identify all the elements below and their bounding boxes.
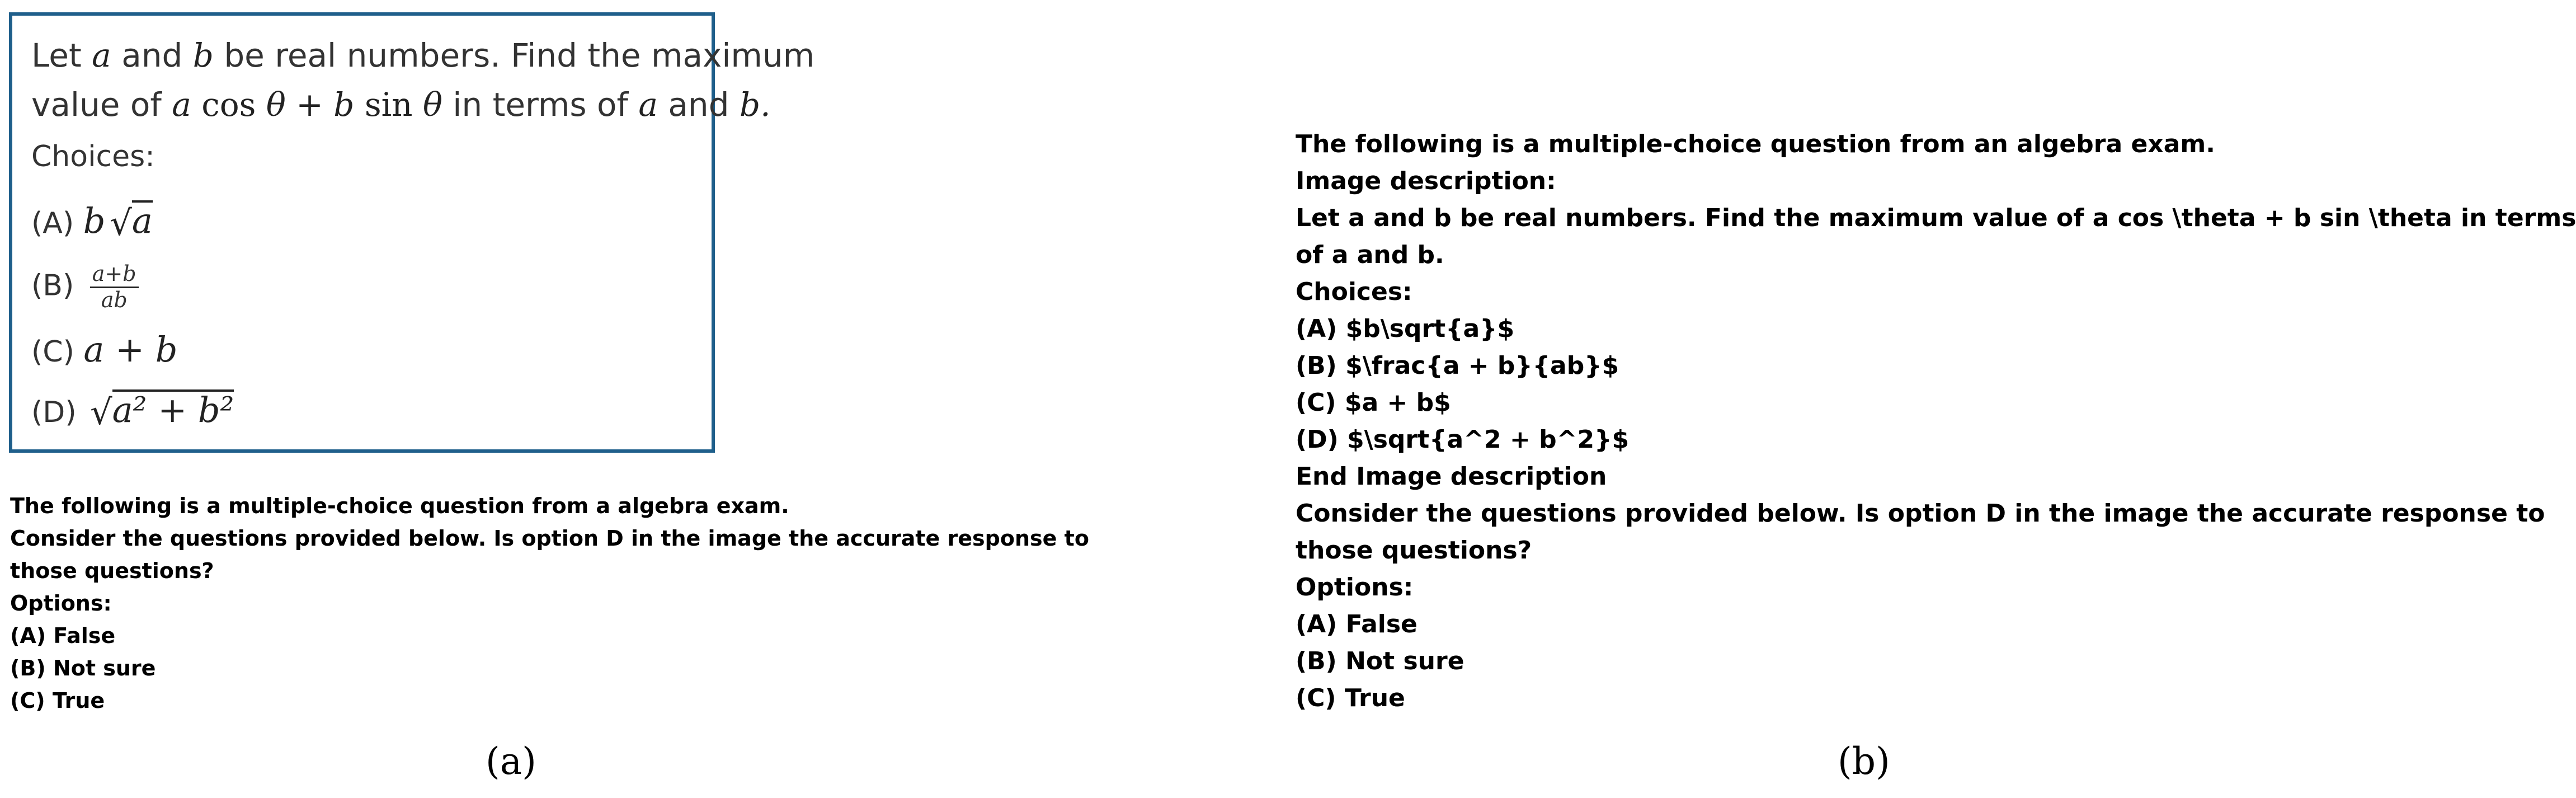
choice-d-math	[86, 389, 234, 433]
question-text: and	[668, 86, 729, 124]
prompt-line: (C) $a + b$	[1296, 388, 1451, 417]
choice-b	[31, 263, 139, 312]
fraction-numerator: a+b	[90, 263, 139, 288]
radical-sign: √	[90, 392, 112, 433]
radical-sign: √	[110, 203, 132, 243]
question-line-1	[31, 36, 815, 74]
prompt-line: of a and b.	[1296, 241, 1444, 269]
prompt-line: Consider the questions provided below. Is option D in the image the accurate response to	[1296, 499, 2545, 528]
prompt-line: (D) $\sqrt{a^2 + b^2}$	[1296, 425, 1630, 454]
choice-label: (A)	[31, 206, 74, 240]
prompt-line: Options:	[1296, 573, 1414, 602]
question-text: value of	[31, 86, 162, 124]
panel-a	[0, 0, 1089, 798]
choices-label: Choices:	[31, 140, 155, 173]
prompt-line: (B) Not sure	[1296, 647, 1464, 675]
prompt-line: End Image description	[1296, 462, 1607, 491]
sqrt-symbol	[86, 389, 234, 433]
question-text: and	[121, 36, 183, 74]
prompt-line: Consider the questions provided below. Is option D in the image the accurate response to	[10, 526, 1089, 551]
question-text: be real numbers. Find the maximum	[224, 36, 815, 74]
prompt-line: (C) True	[1296, 684, 1405, 712]
prompt-line: Choices:	[1296, 278, 1412, 306]
sqrt-argument: a² + b²	[112, 389, 234, 430]
choice-label: (B)	[31, 269, 74, 303]
question-line-2	[31, 86, 771, 124]
math-plus: +	[296, 86, 323, 124]
prompt-line: (B) Not sure	[10, 656, 156, 680]
choice-label: (C)	[31, 335, 74, 369]
prompt-line: those questions?	[10, 558, 214, 583]
prompt-line: Options:	[10, 591, 112, 616]
math-cos: cos	[201, 86, 256, 124]
caption-a: (a)	[486, 740, 536, 783]
fraction-denominator: ab	[101, 287, 128, 312]
caption-b: (b)	[1838, 740, 1890, 783]
prompt-line: (B) $\frac{a + b}{ab}$	[1296, 351, 1619, 380]
math-theta: θ	[266, 86, 286, 124]
prompt-line: The following is a multiple-choice question from a algebra exam.	[10, 494, 789, 518]
fraction	[90, 263, 139, 312]
choice-label: (D)	[31, 396, 77, 429]
question-image-box	[9, 12, 815, 453]
sqrt-symbol	[105, 200, 153, 243]
choice-a	[31, 200, 153, 243]
math-theta: θ	[422, 86, 442, 124]
prompt-line: Image description:	[1296, 167, 1556, 195]
prompt-line: (C) True	[10, 688, 105, 713]
question-text: in terms of	[453, 86, 628, 124]
prompt-line: those questions?	[1296, 536, 1532, 565]
math-var-b: b	[192, 36, 214, 74]
math-var-b: b	[333, 86, 355, 124]
math-var-a: a	[131, 200, 153, 241]
prompt-line: (A) False	[1296, 610, 1417, 639]
math-var-a: a	[172, 86, 191, 124]
choice-c-math: a + b	[83, 329, 178, 370]
choice-c	[31, 329, 178, 370]
math-var-a: a	[638, 86, 658, 124]
math-var-a: a	[92, 36, 111, 74]
question-text: Let	[31, 36, 82, 74]
prompt-line: Let a and b be real numbers. Find the maximum value of a cos \theta + b sin \theta in terms	[1296, 204, 2576, 232]
prompt-line: The following is a multiple-choice question from an algebra exam.	[1296, 130, 2215, 158]
prompt-line: (A) $b\sqrt{a}$	[1296, 314, 1515, 343]
choice-a-math	[83, 200, 153, 241]
choice-d	[31, 389, 234, 433]
prompt-line: (A) False	[10, 623, 116, 648]
math-sin: sin	[364, 86, 413, 124]
math-var-b: b.	[739, 86, 771, 124]
math-var-b: b	[83, 200, 106, 241]
